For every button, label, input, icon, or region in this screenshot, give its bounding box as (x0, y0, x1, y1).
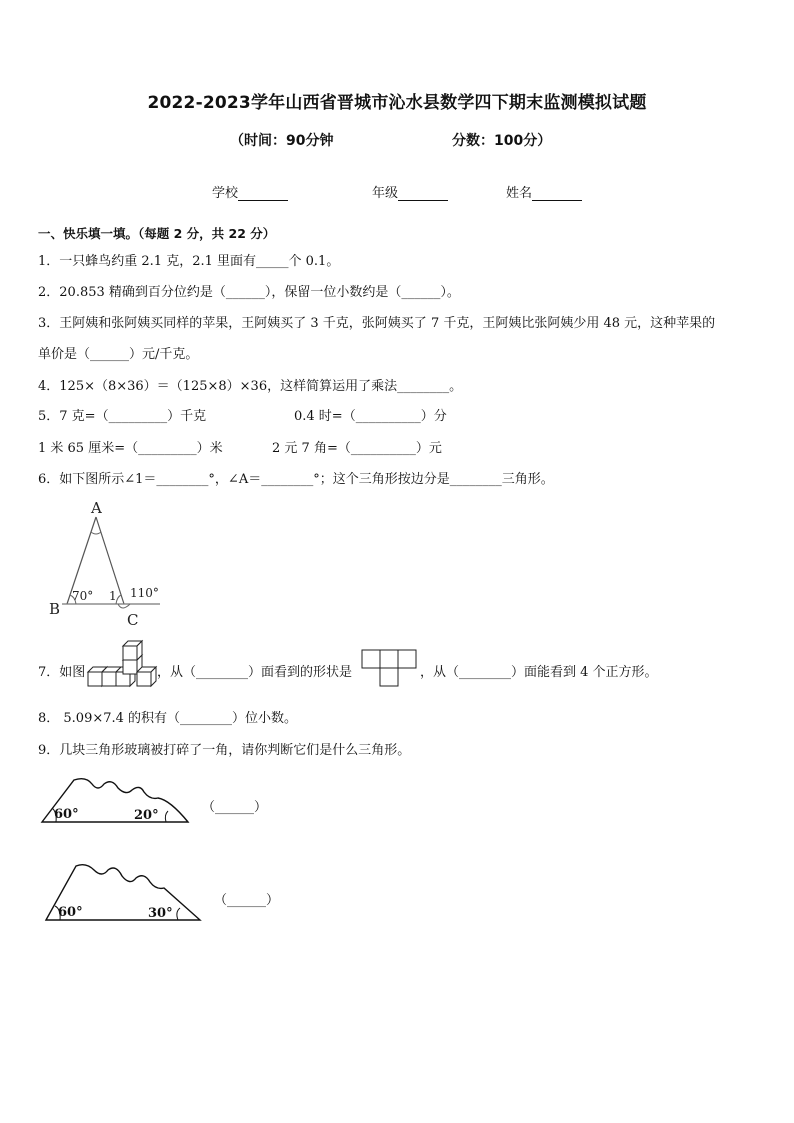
question-9-blank-2[interactable]: （______） (214, 893, 280, 908)
question-9: 9．几块三角形玻璃被打碎了一角，请你判断它们是什么三角形。 (38, 743, 411, 758)
question-1: 1．一只蜂鸟约重 2.1 克，2.1 里面有_____个 0.1。 (38, 254, 340, 269)
school-label: 学校 (212, 186, 239, 201)
name-label: 姓名 (506, 186, 533, 201)
question-9-blank-1[interactable]: （______） (202, 800, 268, 815)
angle-1-label: 1 (109, 589, 117, 603)
question-5d: 2 元 7 角=（__________）元 (272, 441, 442, 456)
triangle2-right-angle: 30° (148, 906, 173, 921)
name-blank[interactable] (532, 186, 582, 201)
broken-triangle-2 (44, 862, 204, 922)
triangle2-left-angle: 60° (58, 905, 83, 920)
page-title: 2022-2023学年山西省晋城市沁水县数学四下期末监测模拟试题 (147, 93, 647, 113)
label-A: A (91, 499, 102, 517)
question-5c: 1 米 65 厘米=（_________）米 (38, 441, 223, 456)
grade-blank[interactable] (398, 186, 448, 201)
question-6: 6．如下图所示∠1＝________°，∠A＝________°；这个三角形按边分是________三角形。 (38, 472, 554, 487)
triangle1-right-angle: 20° (134, 808, 159, 823)
label-B: B (49, 600, 61, 618)
cube-stack-figure (86, 642, 156, 694)
section-heading: 一、快乐填一填。（每题 2 分，共 22 分） (38, 226, 276, 241)
angle-B-value: 70° (72, 589, 94, 603)
exam-score: 分数：100分） (452, 133, 552, 149)
view-shape-figure (362, 650, 418, 690)
question-3-line2: 单价是（______）元/千克。 (38, 347, 199, 362)
school-field[interactable] (212, 182, 288, 201)
name-field[interactable] (506, 182, 582, 201)
triangle1-left-angle: 60° (54, 807, 79, 822)
question-5b: 0.4 时=（__________）分 (294, 409, 447, 424)
question-4: 4．125×（8×36）＝（125×8）×36，这样简算运用了乘法________。 (38, 379, 463, 394)
grade-field[interactable] (372, 182, 448, 201)
angle-ext-value: 110° (130, 586, 159, 600)
label-C: C (127, 611, 139, 629)
question-7c: ，从（________）面能看到 4 个正方形。 (420, 665, 658, 680)
triangle-figure-q6 (44, 496, 184, 631)
apex-arc (91, 532, 101, 534)
question-3-line1: 3．王阿姨和张阿姨买同样的苹果，王阿姨买了 3 千克，张阿姨买了 7 千克，王阿姨比张阿姨少用 48 元，这种苹果的 (38, 316, 716, 331)
question-7b: ，从（________）面看到的形状是 (157, 665, 353, 680)
question-7a: 7．如图 (38, 665, 86, 680)
angle-1-arc (116, 595, 121, 604)
question-8: 8． 5.09×7.4 的积有（________）位小数。 (38, 711, 298, 726)
grade-label: 年级 (372, 186, 399, 201)
school-blank[interactable] (238, 186, 288, 201)
broken-triangle-1 (40, 770, 200, 830)
question-5a: 5．7 克=（_________）千克 (38, 409, 207, 424)
exam-time: （时间：90分钟 (230, 133, 334, 149)
question-2: 2．20.853 精确到百分位约是（______），保留一位小数约是（______）。 (38, 285, 460, 300)
